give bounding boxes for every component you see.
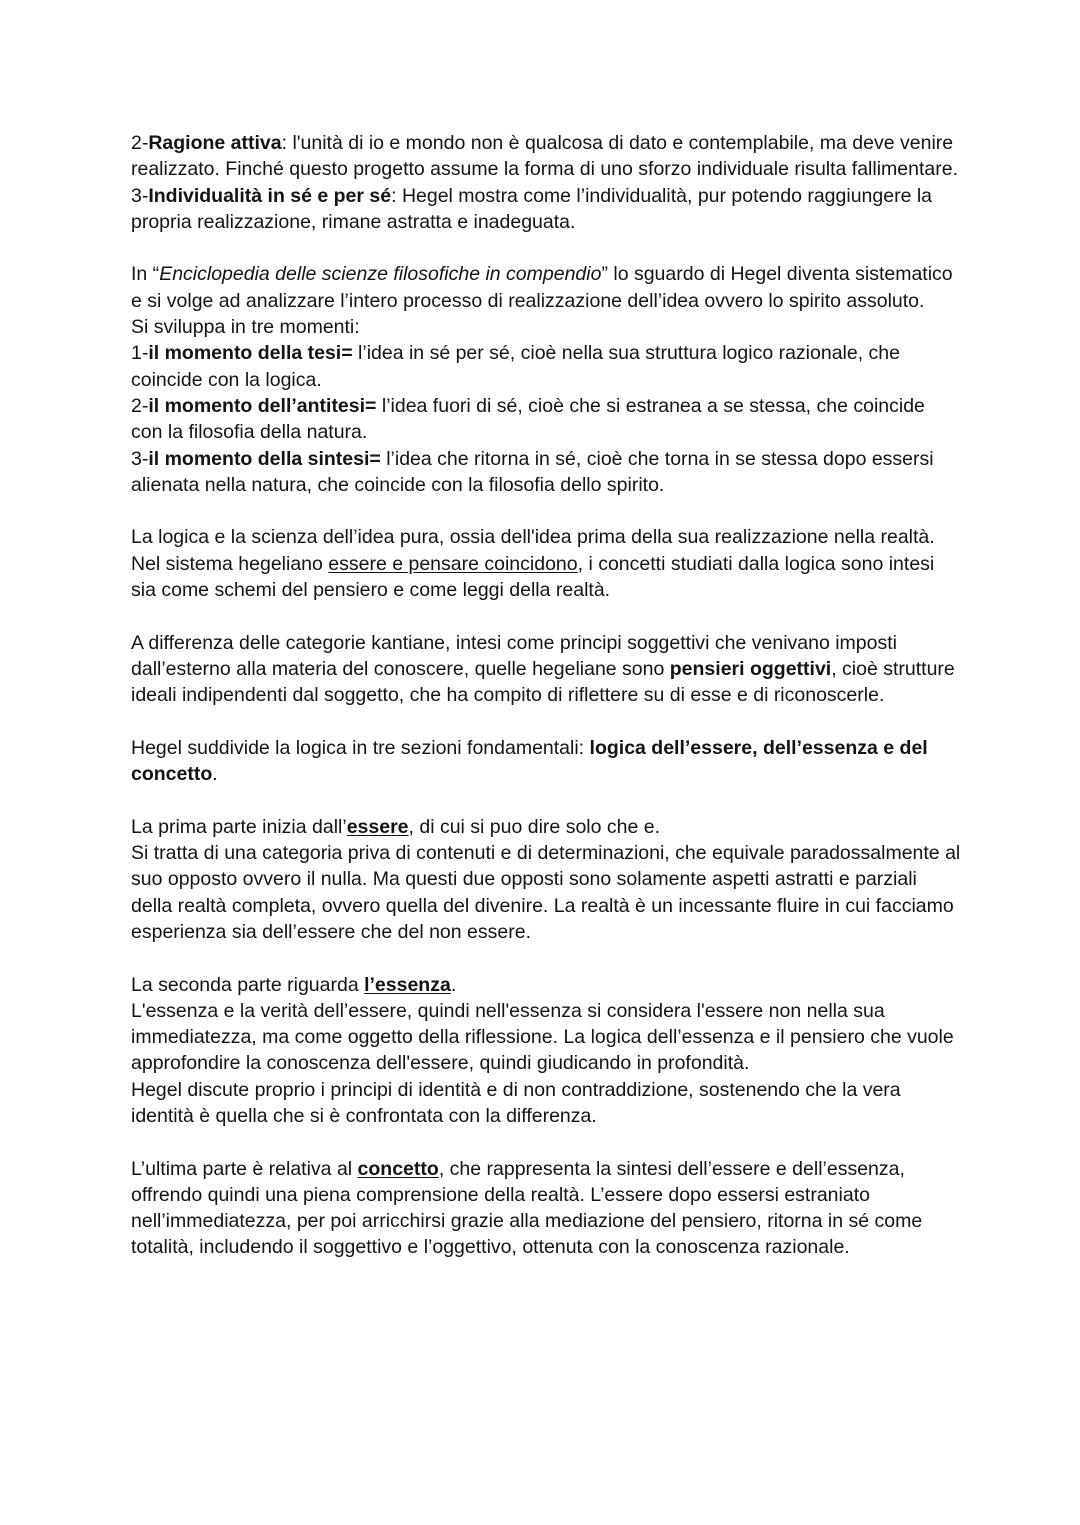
paragraph-enciclopedia bbox=[131, 261, 961, 498]
text-line: L’ultima parte è relativa al concetto, che rappresenta la sintesi dell’essere e dell’essenza, offrendo quindi una piena comprensione della realtà. L’essere dopo essersi estraniato nell’immediatezza, per poi arricchirsi grazie alla mediazione del pensiero, ritorna in sé come totalità, includendo il soggettivo e l’oggettivo, ottenuta con la conoscenza razionale. bbox=[131, 1157, 923, 1259]
text-line: 2-Ragione attiva: l'unità di io e mondo non è qualcosa di dato e contemplabile, ma deve venire realizzato. Finché questo progetto assume la forma di uno sforzo individuale risulta fallimentare. bbox=[131, 132, 959, 181]
text-line: Si sviluppa in tre momenti: bbox=[131, 316, 360, 339]
text-line: L'essenza e la verità dell’essere, quindi nell'essenza si considera l'essere non nella sua immediatezza, ma come oggetto della riflessione. La logica dell’essenza e il pensiero che vuole approfondire la conoscenza dell'essere, quindi giudicando in profondità. bbox=[131, 999, 954, 1075]
paragraph-essere bbox=[131, 814, 961, 945]
text-line: 2-il momento dell’antitesi= l’idea fuori di sé, cioè che si estranea a se stessa, che coincide con la filosofia della natura. bbox=[131, 394, 925, 444]
paragraph-categorie bbox=[131, 630, 961, 709]
text-line: La seconda parte riguarda l’essenza. bbox=[131, 973, 457, 996]
text-line: 3-Individualità in sé e per sé: Hegel mostra come l’individualità, pur potendo raggiungere la propria realizzazione, rimane astratta e inadeguata. bbox=[131, 184, 933, 233]
text-line: Hegel suddivide la logica in tre sezioni fondamentali: logica dell’essere, dell’essenza e del concetto. bbox=[131, 736, 928, 786]
document-page bbox=[131, 130, 961, 1261]
text-line: Si tratta di una categoria priva di contenuti e di determinazioni, che equivale paradossalmente al suo opposto ovvero il nulla. Ma questi due opposti sono solamente aspetti astratti e parziali della realtà completa, ovvero quella del divenire. La realtà è un incessante fluire in cui facciamo esperienza sia dell’essere che del non essere. bbox=[131, 842, 961, 943]
text-line: 3-il momento della sintesi= l’idea che ritorna in sé, cioè che torna in se stessa dopo essersi alienata nella natura, che coincide con la filosofia dello spirito. bbox=[131, 447, 934, 496]
paragraph-essenza bbox=[131, 972, 961, 1130]
text-line: In “Enciclopedia delle scienze filosofiche in compendio” lo sguardo di Hegel diventa sistematico e si volge ad analizzare l’intero processo di realizzazione dell’idea ovvero lo spirito assoluto. bbox=[131, 263, 953, 312]
text-line: A differenza delle categorie kantiane, intesi come principi soggettivi che venivano imposti dall’esterno alla materia del conoscere, quelle hegeliane sono pensieri oggettivi, cioè strutture ideali indipendenti dal soggetto, che ha compito di riflettere su di esse e di riconoscerle. bbox=[131, 631, 955, 707]
text-line: La prima parte inizia dall’essere, di cui si puo dire solo che e. bbox=[131, 815, 661, 838]
paragraph-sezioni bbox=[131, 735, 961, 788]
paragraph-concetto bbox=[131, 1156, 961, 1261]
text-line: La logica e la scienza dell’idea pura, ossia dell'idea prima della sua realizzazione nella realtà. bbox=[131, 526, 935, 549]
text-line: Nel sistema hegeliano essere e pensare coincidono, i concetti studiati dalla logica sono intesi sia come schemi del pensiero e come leggi della realtà. bbox=[131, 552, 935, 602]
text-line: 1-il momento della tesi= l’idea in sé per sé, cioè nella sua struttura logico razionale, che coincide con la logica. bbox=[131, 342, 900, 391]
paragraph-ragione-attiva bbox=[131, 130, 961, 235]
text-line: Hegel discute proprio i principi di identità e di non contraddizione, sostenendo che la vera identità è quella che si è confrontata con la differenza. bbox=[131, 1078, 901, 1127]
paragraph-logica bbox=[131, 524, 961, 603]
